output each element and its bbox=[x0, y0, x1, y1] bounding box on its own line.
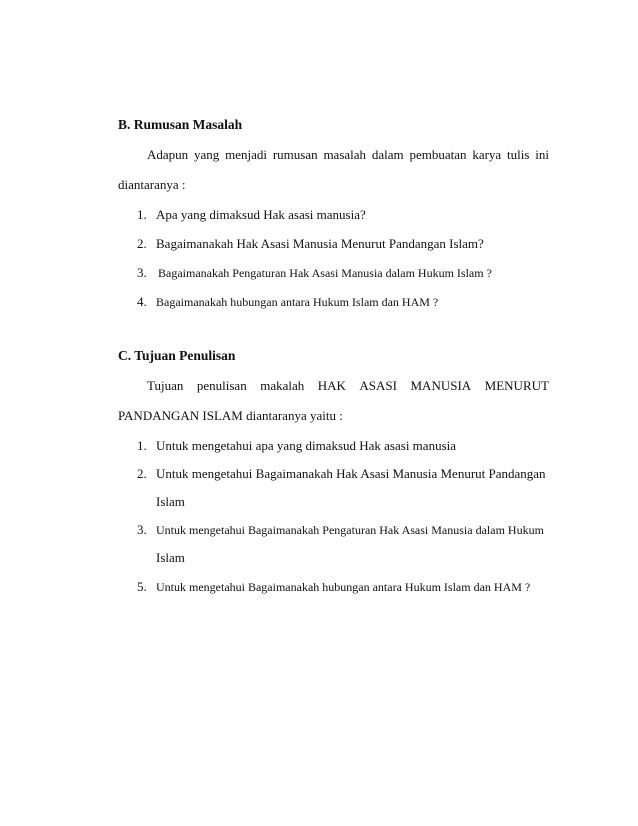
intro-word: MENURUT bbox=[484, 378, 549, 393]
intro-word: yang bbox=[194, 147, 220, 162]
intro-word: pembuatan bbox=[409, 147, 467, 162]
intro-word: menjadi bbox=[225, 147, 267, 162]
list-number: 3. bbox=[137, 265, 147, 280]
intro-word: penulisan bbox=[196, 378, 247, 393]
list-item-continuation: Islam bbox=[156, 494, 185, 509]
intro-word: ini bbox=[535, 147, 549, 162]
list-item: Bagaimanakah Hak Asasi Manusia Menurut Pandangan Islam? bbox=[156, 236, 484, 251]
list-item: Bagaimanakah hubungan antara Hukum Islam dan HAM ? bbox=[156, 295, 439, 309]
intro-word: ASASI bbox=[359, 378, 397, 393]
list-number: 5. bbox=[137, 579, 147, 594]
intro-word: Adapun bbox=[147, 147, 189, 162]
list-number: 2. bbox=[137, 236, 147, 251]
list-number: 2. bbox=[137, 466, 147, 481]
intro-word: tulis bbox=[507, 147, 530, 162]
intro-word: dalam bbox=[371, 147, 404, 162]
intro-word: MANUSIA bbox=[410, 378, 472, 393]
list-item: Untuk mengetahui apa yang dimaksud Hak asasi manusia bbox=[156, 438, 457, 453]
intro-word: masalah bbox=[323, 147, 367, 162]
list-number: 4. bbox=[137, 294, 147, 309]
section-b-intro-line2: diantaranya : bbox=[118, 177, 186, 192]
section-c-intro-line2: PANDANGAN ISLAM diantaranya yaitu : bbox=[118, 408, 343, 423]
list-item: Bagaimanakah Pengaturan Hak Asasi Manusia dalam Hukum Islam ? bbox=[158, 266, 492, 280]
intro-word: makalah bbox=[260, 378, 305, 393]
intro-word: HAK bbox=[317, 378, 346, 393]
list-item: Untuk mengetahui Bagaimanakah hubungan antara Hukum Islam dan HAM ? bbox=[156, 580, 531, 594]
list-number: 1. bbox=[137, 438, 147, 453]
section-b-intro-line1 bbox=[147, 148, 549, 161]
list-item-continuation: Islam bbox=[156, 550, 185, 565]
list-item: Apa yang dimaksud Hak asasi manusia? bbox=[156, 207, 366, 222]
section-c-heading: C. Tujuan Penulisan bbox=[118, 348, 236, 363]
list-number: 3. bbox=[137, 522, 147, 537]
intro-word: Tujuan bbox=[147, 378, 184, 393]
list-number: 1. bbox=[137, 207, 147, 222]
intro-word: karya bbox=[472, 147, 502, 162]
intro-word: rumusan bbox=[272, 147, 318, 162]
section-c-intro-line1 bbox=[147, 379, 549, 392]
section-b-heading: B. Rumusan Masalah bbox=[118, 117, 243, 132]
list-item: Untuk mengetahui Bagaimanakah Pengaturan Hak Asasi Manusia dalam Hukum bbox=[156, 523, 544, 537]
list-item: Untuk mengetahui Bagaimanakah Hak Asasi Manusia Menurut Pandangan bbox=[156, 466, 546, 481]
